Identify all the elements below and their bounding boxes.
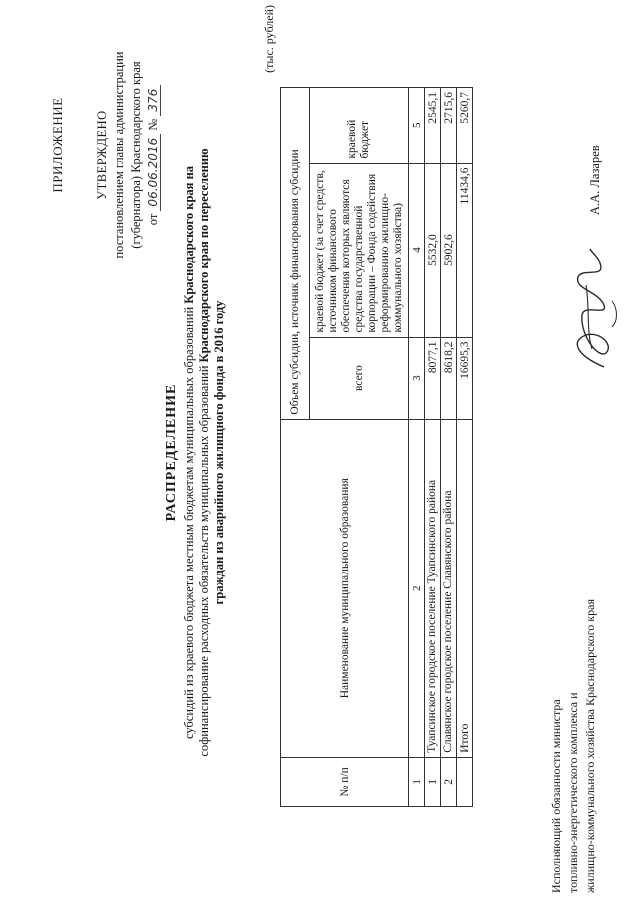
column-index: 2 bbox=[409, 419, 425, 757]
row-federal: 5902,6 bbox=[441, 163, 457, 337]
row-num: 2 bbox=[441, 757, 457, 806]
row-regional: 2715,6 bbox=[441, 88, 457, 164]
total-row bbox=[457, 88, 473, 807]
column-index: 5 bbox=[409, 88, 425, 164]
decree-date: 06.06.2016 bbox=[146, 134, 161, 211]
distribution-table bbox=[280, 87, 473, 807]
column-index: 1 bbox=[409, 757, 425, 806]
column-index: 3 bbox=[409, 337, 425, 419]
total-federal: 11434,6 bbox=[457, 163, 473, 337]
signatory-line-2: топливно-энергетического комплекса и bbox=[566, 692, 580, 893]
document-subtitle bbox=[182, 30, 227, 875]
header-total: всего bbox=[310, 337, 409, 419]
total-sum: 16695,3 bbox=[457, 337, 473, 419]
row-name: Славянское городское поселение Славянского района bbox=[441, 419, 457, 757]
subtitle-line-3: граждан из аварийного жилищного фонда в 2016 году bbox=[212, 300, 226, 605]
header-name: Наименование муниципального образования bbox=[281, 419, 409, 757]
approval-block bbox=[94, 5, 162, 305]
appendix-label: ПРИЛОЖЕНИЕ bbox=[50, 97, 65, 193]
units-label: (тыс. рублей) bbox=[262, 5, 276, 73]
subtitle-line-1-bold: Краснодарского края на bbox=[182, 165, 196, 304]
row-total: 8077,1 bbox=[425, 337, 441, 419]
table-row bbox=[425, 88, 441, 807]
column-index-row bbox=[409, 88, 425, 807]
handwritten-signature bbox=[556, 245, 626, 375]
subtitle-line-2-bold: Краснодарского края по переселению bbox=[197, 148, 211, 363]
signer-name: А.А. Лазарев bbox=[588, 145, 602, 215]
row-total: 8618,2 bbox=[441, 337, 457, 419]
number-prefix: № bbox=[146, 118, 160, 131]
header-volume: Объем субсидии, источник финансирования субсидии bbox=[281, 88, 310, 420]
row-num: 1 bbox=[425, 757, 441, 806]
column-index: 4 bbox=[409, 163, 425, 337]
total-regional: 5260,7 bbox=[457, 88, 473, 164]
signatory-line-1: Исполняющий обязанности министра bbox=[549, 699, 563, 893]
signatory-position bbox=[548, 573, 599, 893]
total-num-empty bbox=[457, 757, 473, 806]
signatory-line-3: жилищно-коммунального хозяйства Краснодарского края bbox=[583, 599, 597, 893]
document-title: РАСПРЕДЕЛЕНИЕ bbox=[164, 383, 179, 522]
row-regional: 2545,1 bbox=[425, 88, 441, 164]
date-prefix: от bbox=[146, 213, 160, 226]
subtitle-line-1: субсидий из краевого бюджета местным бюджетам муниципальных образований bbox=[182, 303, 196, 740]
approved-label: УТВЕРЖДЕНО bbox=[95, 110, 109, 200]
decree-line-1: постановлением главы администрации bbox=[112, 51, 126, 259]
decree-line-2: (губернатора) Краснодарского края bbox=[129, 61, 143, 249]
total-label: Итого bbox=[457, 419, 473, 757]
header-num: № п/п bbox=[281, 757, 409, 806]
decree-date-line bbox=[145, 5, 162, 305]
row-federal: 5532,0 bbox=[425, 163, 441, 337]
header-federal-source: краевой бюджет (за счет средств, источником финансового обеспечения которых являются средства государственной корпорации – Фонда содействия реформированию жилищно-коммунального хозяйства) bbox=[310, 163, 409, 337]
decree-number: 376 bbox=[146, 85, 161, 116]
subtitle-line-2: софинансирование расходных обязательств муниципальных образований bbox=[197, 362, 211, 757]
row-name: Туапсинское городское поселение Туапсинского района bbox=[425, 419, 441, 757]
header-regional: краевой бюджет bbox=[310, 88, 409, 164]
table-row bbox=[441, 88, 457, 807]
